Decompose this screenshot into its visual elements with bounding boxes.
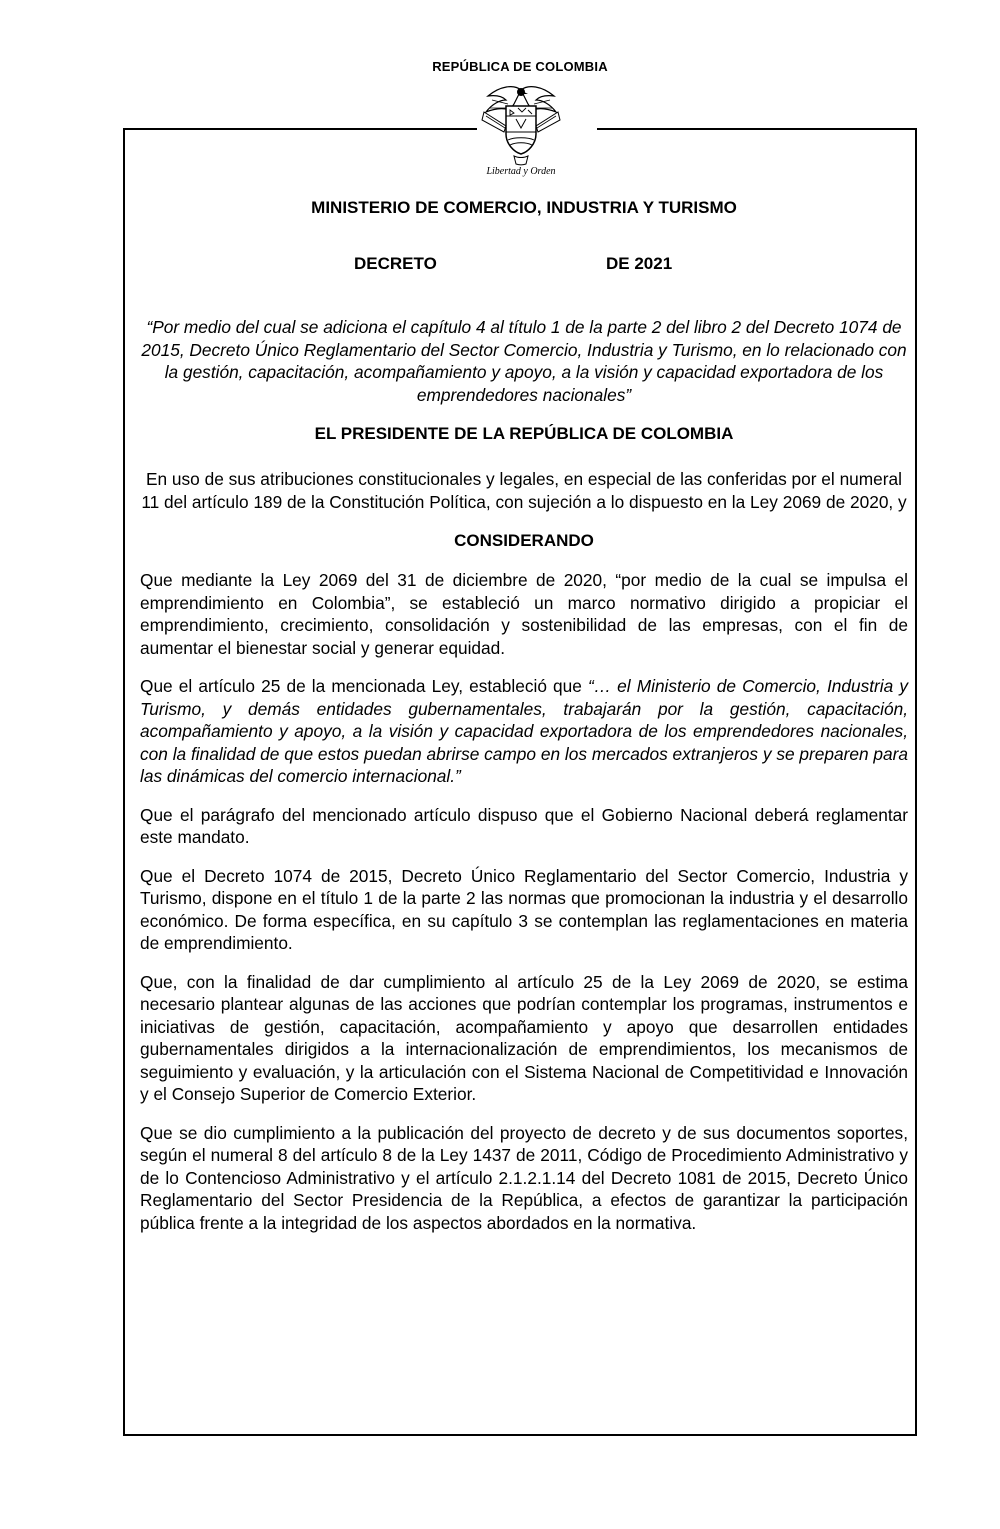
consideration-paragraph-6: Que se dio cumplimiento a la publicación del proyecto de decreto y de sus documentos soportes, según el numeral 8 del artículo 8 de la Ley 1437 de 2011, Código de Procedimiento Administrativo y de lo Contencioso Administrativo y el artículo 2.1.2.1.14 del Decreto 1081 de 2015, Decreto Único Reglamentario del Sector Presidencia de la República, a efectos de garantizar la participación pública frente a la integridad de los aspectos abordados en la normativa. xyxy=(140,1122,908,1233)
decree-label: DECRETO xyxy=(354,254,437,273)
decree-line xyxy=(140,254,908,276)
republic-header: REPÚBLICA DE COLOMBIA xyxy=(432,59,608,74)
decree-subject: “Por medio del cual se adiciona el capítulo 4 al título 1 de la parte 2 del libro 2 del Decreto 1074 de 2015, Decreto Único Reglamentario del Sector Comercio, Industria y Turismo, en lo relacionado con la gestión, capacitación, acompañamiento y apoyo, a la visión y capacidad exportadora de los emprendedores nacionales” xyxy=(141,317,907,405)
authority-powers: En uso de sus atribuciones constitucionales y legales, en especial de las conferidas por el numeral 11 del artículo 189 de la Constitución Política, con sujeción a lo dispuesto en la Ley 2069 de 2020, y xyxy=(141,469,907,512)
consideration-paragraph-5: Que, con la finalidad de dar cumplimiento al artículo 25 de la Ley 2069 de 2020, se estima necesario plantear algunas de las acciones que podrían contemplar los programas, instrumentos e iniciativas de gestión, capacitación, acompañamiento y apoyo que desarrollen entidades gubernamentales dirigidos a la internacionalización de emprendimientos, los mecanismos de seguimiento y evaluación, y la articulación con el Sistema Nacional de Competitividad e Innovación y el Consejo Superior de Comercio Exterior. xyxy=(140,971,908,1104)
decree-year: DE 2021 xyxy=(606,254,673,273)
ministry-title: MINISTERIO DE COMERCIO, INDUSTRIA Y TURISMO xyxy=(311,198,737,217)
consideration-paragraph-4: Que el Decreto 1074 de 2015, Decreto Único Reglamentario del Sector Comercio, Industria y Turismo, dispone en el título 1 de la parte 2 las normas que promocionan la industria y el desarrollo económico. De forma específica, en su capítulo 3 se contemplan las reglamentaciones en materia de emprendimiento. xyxy=(140,865,908,953)
consideration-2-quote: “… el Ministerio de Comercio, Industria y Turismo, y demás entidades gubernamentales, trabajarán por la gestión, capacitación, acompañamiento y apoyo, a la visión y capacidad exportadora de los emprendedores nacionales, con la finalidad de que estos puedan abrirse campo en los mercados extranjeros y se preparen para las dinámicas del comercio internacional.” xyxy=(140,676,908,786)
seal-motto: Libertad y Orden xyxy=(486,166,556,177)
document-body xyxy=(140,198,908,1234)
considerando-heading: CONSIDERANDO xyxy=(454,531,594,550)
consideration-2-intro: Que el artículo 25 de la mencionada Ley, estableció que xyxy=(140,676,588,696)
consideration-paragraph-3: Que el parágrafo del mencionado artículo dispuso que el Gobierno Nacional deberá reglamentar este mandato. xyxy=(140,804,908,847)
consideration-paragraph-1: Que mediante la Ley 2069 del 31 de diciembre de 2020, “por medio de la cual se impulsa el emprendimiento en Colombia”, se estableció un marco normativo dirigido a propiciar el emprendimiento, crecimiento, consolidación y sostenibilidad de las empresas, con el fin de aumentar el bienestar social y generar equidad. xyxy=(140,570,908,658)
authority-heading: EL PRESIDENTE DE LA REPÚBLICA DE COLOMBIA xyxy=(314,424,734,443)
consideration-paragraph-2 xyxy=(140,675,908,788)
